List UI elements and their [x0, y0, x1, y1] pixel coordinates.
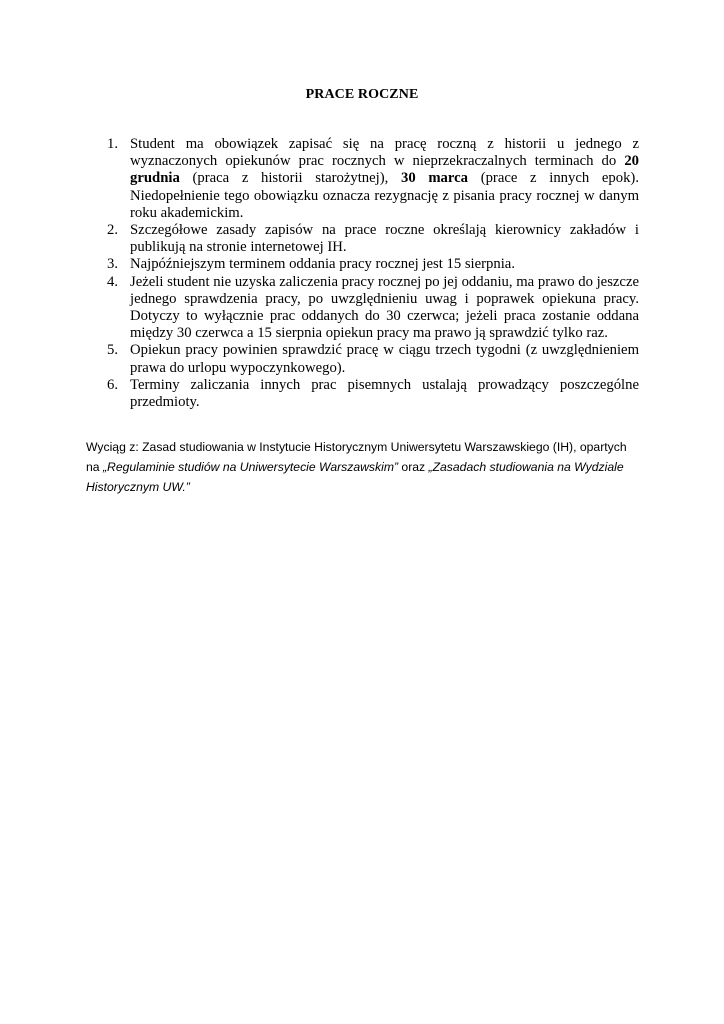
deadline-date-bold: 30 marca [400, 170, 469, 187]
rule-number: 4. [107, 273, 119, 290]
rule-item-2 [107, 222, 639, 256]
source-title-italic: „Regulaminie studiów na Uniwersytecie Warszawskim” [102, 460, 399, 474]
rule-number: 2. [107, 222, 119, 239]
rule-item-6 [107, 376, 639, 411]
rule-text: Najpóźniejszym terminem oddania pracy rocznej jest 15 sierpnia. [130, 256, 516, 273]
rule-text-part: Student ma obowiązek zapisać się na pracę roczną z historii u jednego z wyznaczonych opiekunów prac rocznych w nieprzekraczalnych terminach do [130, 136, 639, 170]
rule-text: Szczegółowe zasady zapisów na prace roczne określają kierownicy zakładów i publikują na stronie internetowej IH. [130, 222, 639, 256]
rule-item-4 [107, 273, 639, 343]
rule-number: 6. [107, 376, 119, 393]
rule-text: Terminy zaliczania innych prac pisemnych ustalają prowadzący poszczególne przedmioty. [130, 376, 639, 411]
rule-text [130, 136, 639, 221]
rule-item-1 [107, 136, 639, 222]
rule-item-3 [107, 256, 639, 273]
rule-number: 1. [107, 136, 119, 152]
rule-text-part: (praca z historii starożytnej), [179, 170, 401, 187]
deadline-date-bold: 20 grudnia [130, 153, 639, 187]
rule-number: 5. [107, 342, 119, 359]
rule-item-5 [107, 342, 639, 376]
source-note-text: oraz [398, 460, 429, 474]
source-note [86, 437, 642, 497]
source-title-italic: „Zasadach studiowania na Wydziale Historycznym UW.” [86, 460, 624, 494]
page-title: PRACE ROCZNE [305, 87, 419, 102]
rule-text: Opiekun pracy powinien sprawdzić pracę w ciągu trzech tygodni (z uwzględnieniem prawa do urlopu wypoczynkowego). [130, 342, 639, 376]
rule-text: Jeżeli student nie uzyska zaliczenia pracy rocznej po jej oddaniu, ma prawo do jeszcze jednego sprawdzenia pracy, po uwzględnieniu uwag i poprawek opiekuna pracy. Dotyczy to wyłącznie prac oddanych do 30 czerwca; jeżeli praca zostanie oddana między 30 czerwca a 15 sierpnia opiekun pracy ma prawo ją sprawdzić tylko raz. [130, 273, 639, 342]
rules-list [107, 136, 639, 411]
rule-text-part: (prace z innych epok). Niedopełnienie tego obowiązku oznacza rezygnację z pisania pracy rocznej w danym roku akademickim. [130, 170, 639, 221]
rule-number: 3. [107, 256, 119, 273]
source-note-text: Wyciąg z: Zasad studiowania w Instytucie Historycznym Uniwersytetu Warszawskiego (IH), opartych na [86, 440, 627, 474]
